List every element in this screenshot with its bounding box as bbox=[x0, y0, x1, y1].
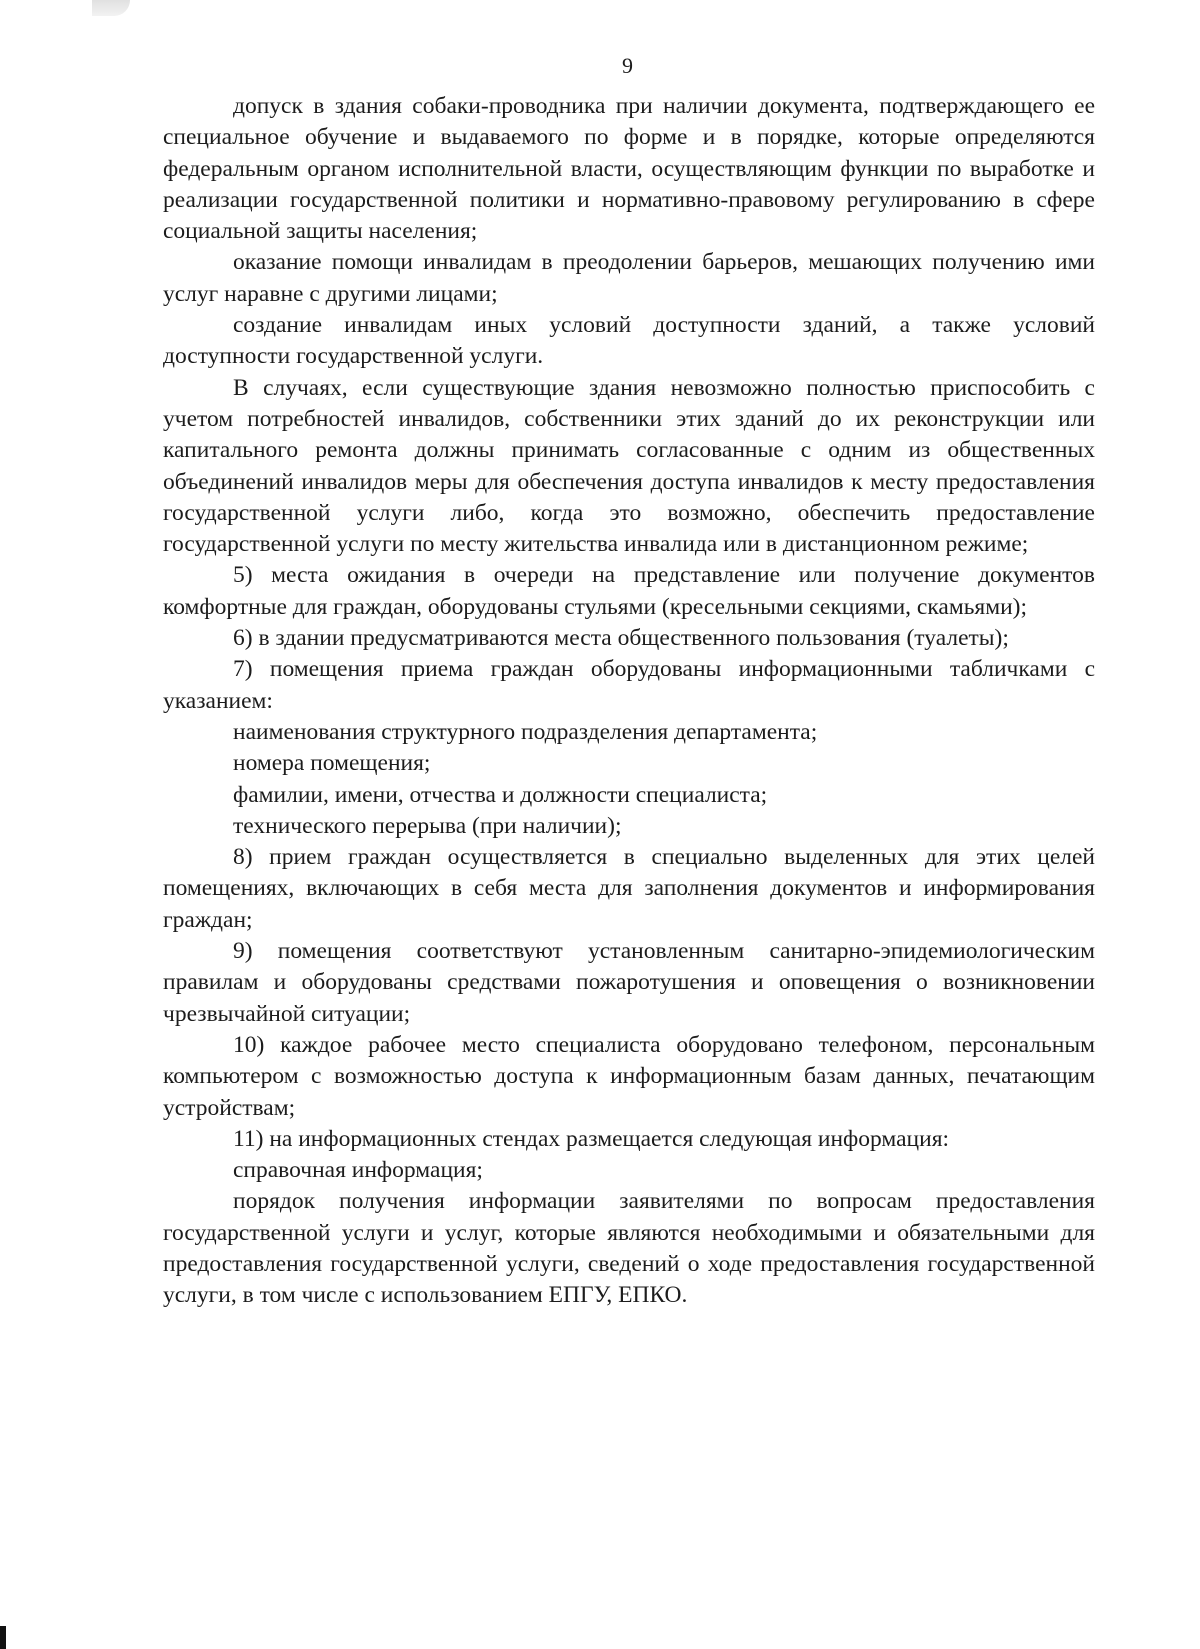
sub-item-room-number: номера помещения; bbox=[233, 750, 431, 777]
list-item-10-workplace: 10) каждое рабочее место специалиста оборудовано телефоном, персональным компьютером с возможностью доступа к информационным базам данных, печатающим устройствам; bbox=[163, 1031, 1095, 1121]
sub-item-specialist-name: фамилии, имени, отчества и должности специалиста; bbox=[233, 781, 768, 808]
paragraph-existing-buildings: В случаях, если существующие здания невозможно полностью приспособить с учетом потребностей инвалидов, собственники этих зданий до их реконструкции или капитального ремонта должны принимать согласованные с одним из общественных объединений инвалидов меры для обеспечения доступа инвалидов к месту предоставления государственной услуги либо, когда это возможно, обеспечить предоставление государственной услуги по месту жительства инвалида или в дистанционном режиме; bbox=[163, 374, 1095, 558]
sub-item-department-name: наименования структурного подразделения департамента; bbox=[233, 718, 818, 745]
paragraph-guide-dog: допуск в здания собаки-проводника при наличии документа, подтверждающего ее специальное обучение и выдаваемого по форме и в порядке, которые определяются федеральным органом исполнительной власти, осуществляющим функции по выработке и реализации государственной политики и нормативно-правовому регулированию в сфере социальной защиты населения; bbox=[163, 93, 1095, 245]
document-body bbox=[163, 91, 1095, 1312]
sub-item-break: технического перерыва (при наличии); bbox=[233, 812, 622, 839]
paragraph-accessibility-conditions: создание инвалидам иных условий доступности зданий, а также условий доступности государственной услуги. bbox=[163, 312, 1095, 370]
list-item-7-info-plates: 7) помещения приема граждан оборудованы информационными табличками с указанием: bbox=[163, 656, 1095, 714]
list-item-9-sanitary-rules: 9) помещения соответствуют установленным санитарно-эпидемиологическим правилам и оборудованы средствами пожаротушения и оповещения о возникновении чрезвычайной ситуации; bbox=[163, 938, 1095, 1027]
scan-edge-mark bbox=[0, 1626, 6, 1649]
list-item-5-waiting-areas: 5) места ожидания в очереди на представление или получение документов комфортные для граждан, оборудованы стульями (кресельными секциями, скамьями); bbox=[163, 562, 1095, 620]
paragraph-assistance: оказание помощи инвалидам в преодолении барьеров, мешающих получению ими услуг наравне с другими лицами; bbox=[163, 249, 1095, 307]
list-item-6-public-facilities: 6) в здании предусматриваются места общественного пользования (туалеты); bbox=[233, 625, 1009, 652]
sub-item-procedure: порядок получения информации заявителями по вопросам предоставления государственной услуги и услуг, которые являются необходимыми и обязательными для предоставления государственной услуги, сведений о ходе предоставления государственной услуги, в том числе с использованием ЕПГУ, ЕПКО. bbox=[163, 1188, 1095, 1309]
sub-item-reference-info: справочная информация; bbox=[233, 1157, 483, 1184]
page-number: 9 bbox=[622, 53, 633, 78]
list-item-11-info-stands: 11) на информационных стендах размещается следующая информация: bbox=[233, 1125, 950, 1152]
scan-artifact bbox=[92, 0, 130, 16]
list-item-8-reception-rooms: 8) прием граждан осуществляется в специально выделенных для этих целей помещениях, включающих в себя места для заполнения документов и информирования граждан; bbox=[163, 844, 1095, 933]
